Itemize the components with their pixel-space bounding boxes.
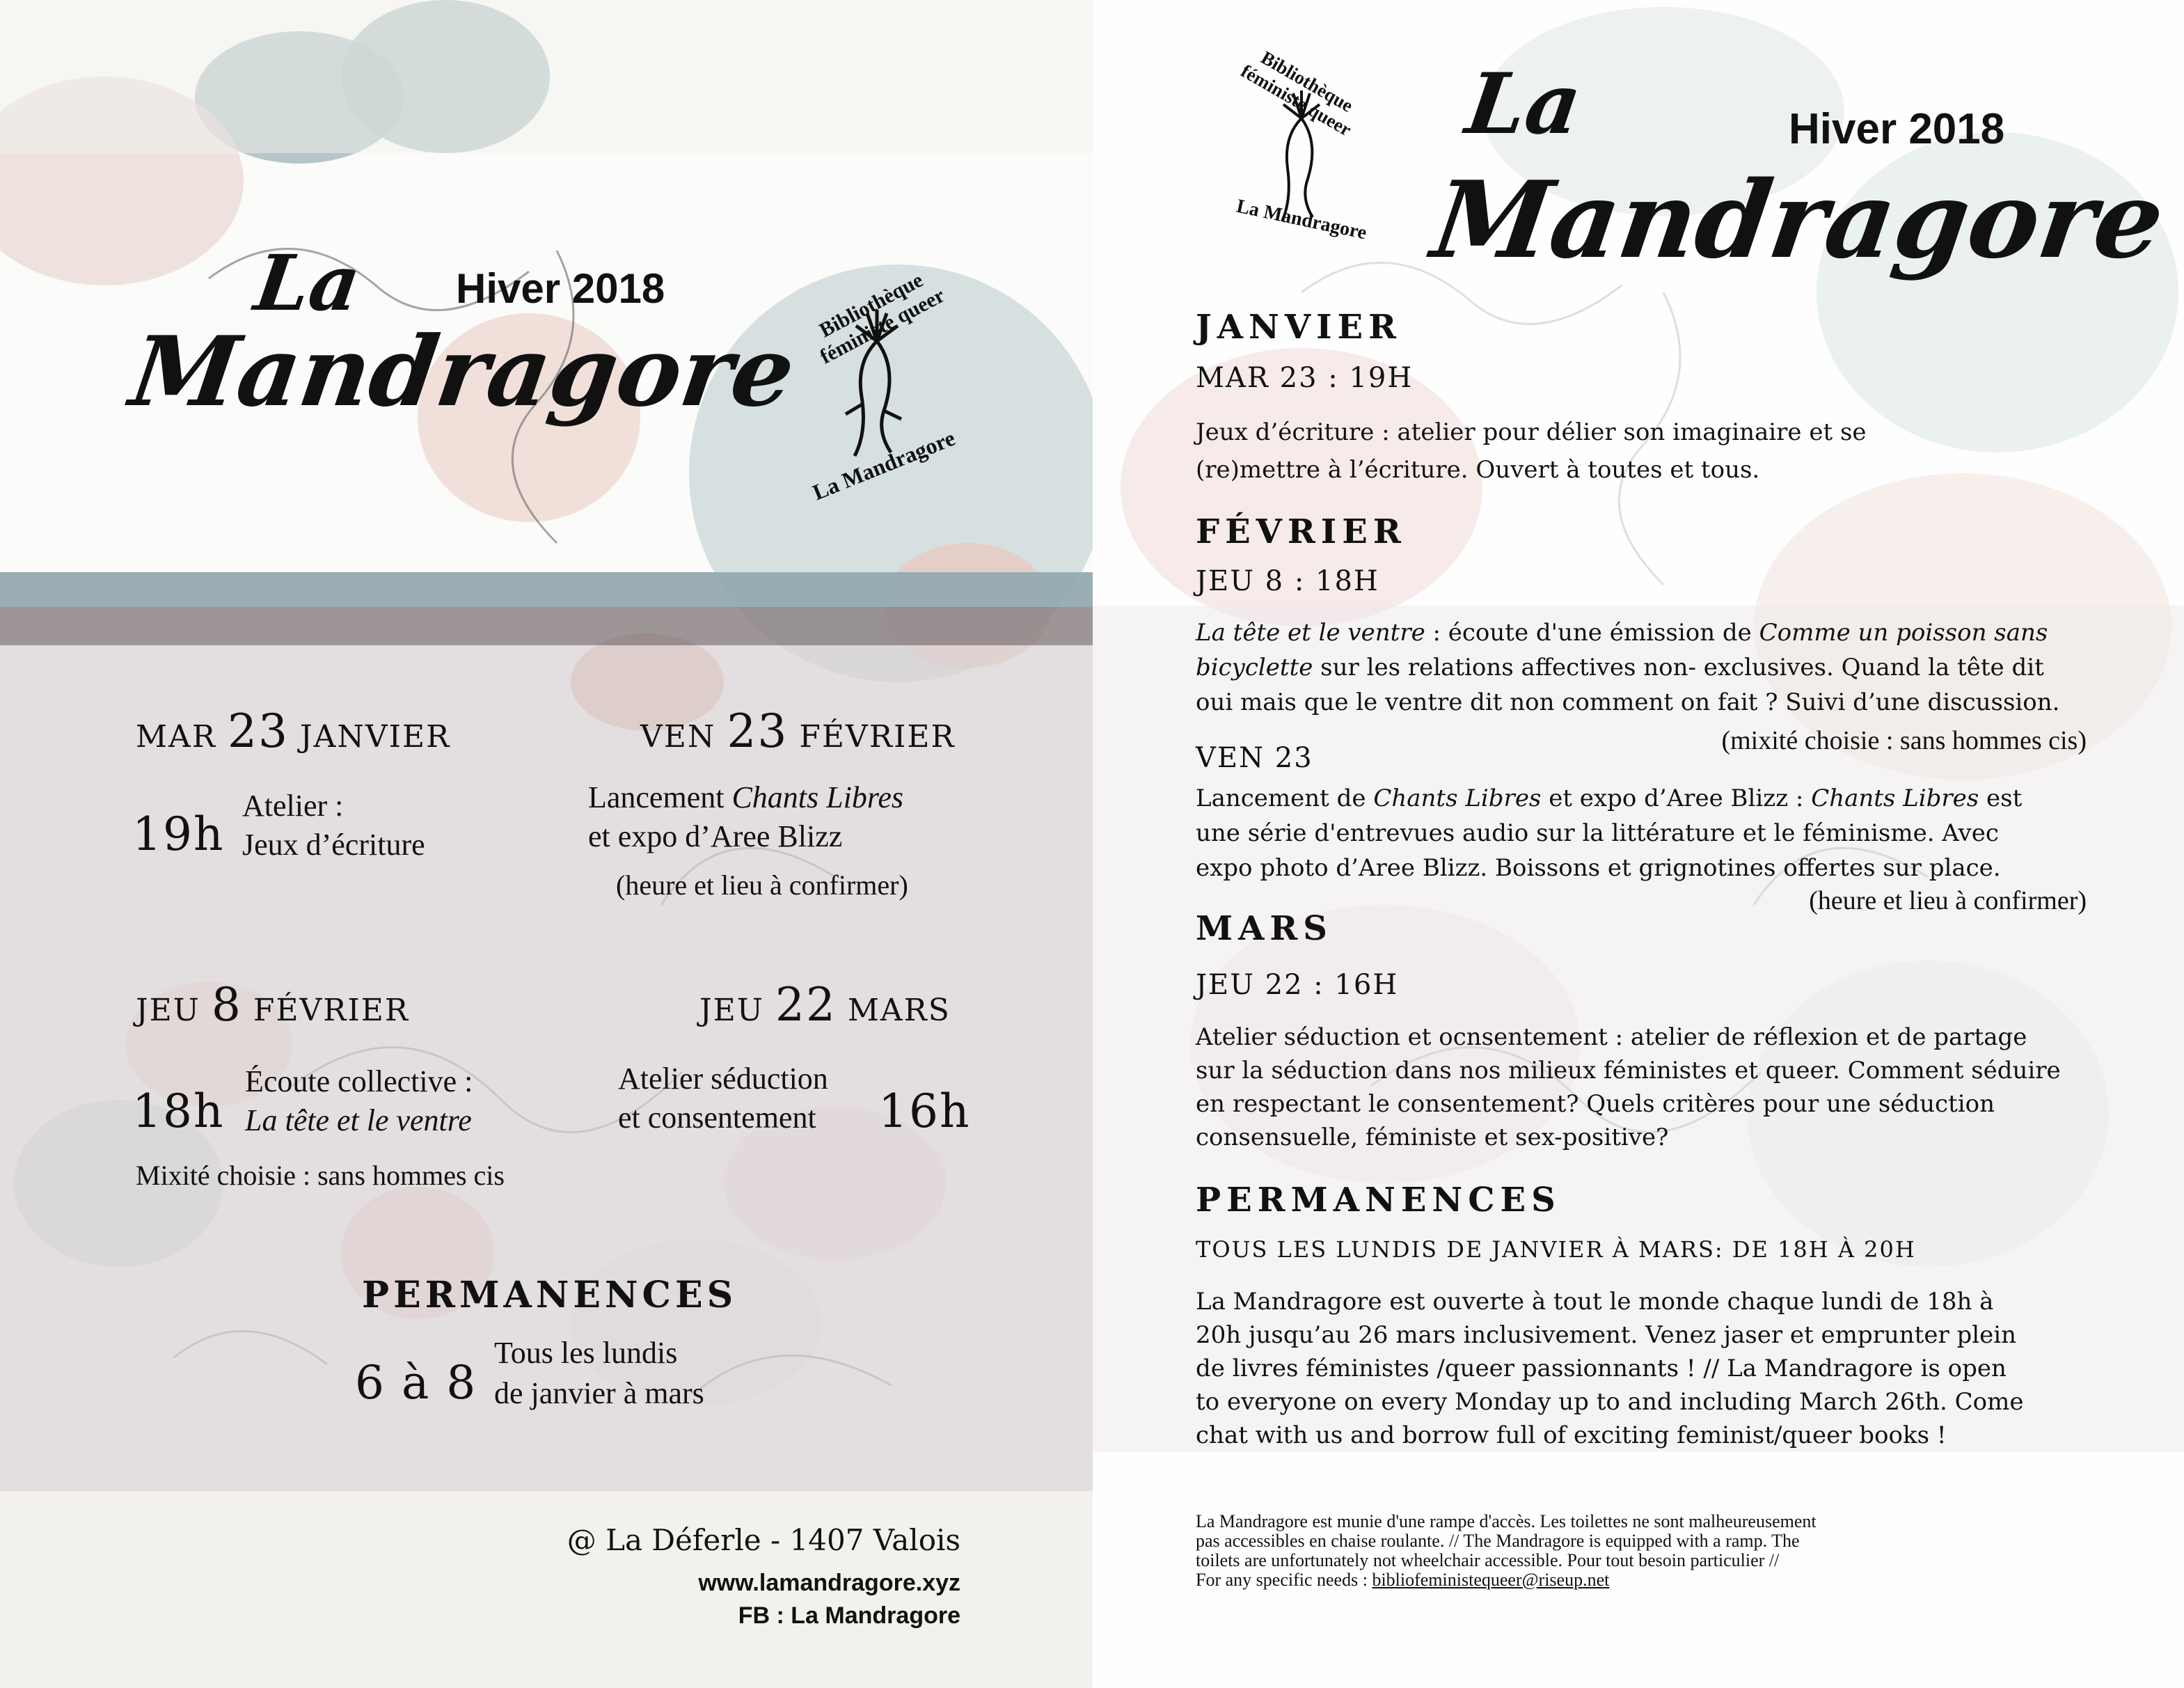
event-description xyxy=(245,1062,473,1140)
event-title: La tête et le ventre xyxy=(1196,619,1425,647)
event-description xyxy=(618,1059,828,1137)
text-span: et expo d’Aree Blizz : xyxy=(1541,784,1812,812)
flyer-title-la: La xyxy=(1460,55,1588,153)
event-date-feb23 xyxy=(640,704,956,758)
event-line: Atelier : xyxy=(242,789,344,823)
event-month: JANVIER xyxy=(299,719,451,755)
library-seal xyxy=(773,268,981,505)
event-line: et expo d’Aree Blizz xyxy=(588,819,843,853)
text-span: Lancement de xyxy=(1196,784,1374,812)
text-line: Atelier séduction et ocnsentement : atelier de réflexion et de partage xyxy=(1196,1023,2027,1051)
event-day: 22 xyxy=(775,978,837,1032)
text-line: La Mandragore est munie d'une rampe d'accès. Les toilettes ne sont malheureusement xyxy=(1196,1511,1817,1531)
seal-bottom-text: La Mandragore xyxy=(809,425,959,505)
event-day: 8 xyxy=(211,978,242,1032)
event-line: Atelier séduction xyxy=(618,1062,828,1096)
text-line: La Mandragore est ouverte à tout le monde chaque lundi de 18h à xyxy=(1196,1288,1994,1316)
flyer-title-mandragore: Mandragore xyxy=(1425,157,2171,282)
show-title: Comme un poisson sans xyxy=(1759,619,2048,647)
text-span: est xyxy=(1979,784,2023,812)
text-line: Jeux d’écriture : atelier pour délier son imaginaire et se xyxy=(1196,418,1867,446)
event-title: Chants Libres xyxy=(1373,784,1542,812)
event-line: et consentement xyxy=(618,1101,816,1135)
text-line: toilets are unfortunately not wheelchair accessible. Pour tout besoin particulier // xyxy=(1196,1550,1780,1570)
event-title: La tête et le ventre xyxy=(245,1103,472,1137)
event-description xyxy=(242,787,425,865)
event-dow: MAR xyxy=(136,719,216,755)
event-date: JEU 22 : 16H xyxy=(1196,969,1399,1001)
permanences-schedule: TOUS LES LUNDIS DE JANVIER À MARS: DE 18H À 20H xyxy=(1196,1236,1916,1263)
poster-title-mandragore: Mandragore xyxy=(124,315,802,428)
event-dow: VEN xyxy=(640,719,716,755)
permanences-line: de janvier à mars xyxy=(494,1376,704,1410)
event-month: MARS xyxy=(847,993,951,1028)
event-date: VEN 23 xyxy=(1196,742,1313,774)
text-line: chat with us and borrow full of exciting feminist/queer books ! xyxy=(1196,1421,1947,1449)
event-note: (heure et lieu à confirmer) xyxy=(616,869,908,901)
text-line: en respectant le consentement? Quels critères pour une séduction xyxy=(1196,1090,1995,1118)
event-day: 23 xyxy=(727,704,789,758)
seal-bottom-text: La Mandragore xyxy=(1234,195,1369,244)
event-month: FÉVRIER xyxy=(253,993,410,1028)
event-title: Chants Libres xyxy=(1811,784,1979,812)
month-heading-mars: MARS xyxy=(1196,909,1333,948)
event-time: 16h xyxy=(878,1084,971,1138)
event-date-jan23 xyxy=(136,704,450,758)
event-time: 19h xyxy=(132,807,225,861)
text-line: (re)mettre à l’écriture. Ouvert à toutes et tous. xyxy=(1196,456,1760,484)
text-line: sur la séduction dans nos milieux féministes et queer. Comment séduire xyxy=(1196,1057,2061,1084)
event-line: Lancement xyxy=(588,780,732,814)
venue-address: @ La Déferle - 1407 Valois xyxy=(567,1523,960,1557)
event-date-feb8 xyxy=(136,978,409,1032)
event-dow: JEU xyxy=(699,993,764,1028)
permanences-heading: PERMANENCES xyxy=(362,1274,738,1316)
event-text xyxy=(1196,413,1867,489)
accessibility-note xyxy=(1196,1512,1817,1590)
permanences-hours: 6 à 8 xyxy=(355,1356,477,1410)
permanences-line: Tous les lundis xyxy=(494,1336,678,1370)
poster-title-la: La xyxy=(249,238,366,328)
event-line: Écoute collective : xyxy=(245,1064,473,1098)
event-text xyxy=(1196,781,2022,885)
permanences-text xyxy=(1196,1285,2024,1452)
event-title: Chants Libres xyxy=(731,780,903,814)
season-label: Hiver 2018 xyxy=(456,265,665,312)
text-line: to everyone on every Monday up to and including March 26th. Come xyxy=(1196,1388,2024,1416)
text-line: de livres féministes /queer passionnants ! // La Mandragore is open xyxy=(1196,1355,2007,1382)
facebook-link[interactable]: FB : La Mandragore xyxy=(738,1602,960,1629)
event-date-mar22 xyxy=(699,978,951,1032)
text-line: 20h jusqu’au 26 mars inclusivement. Venez jaser et emprunter plein xyxy=(1196,1321,2017,1349)
contact-email-link[interactable]: bibliofeministequeer@riseup.net xyxy=(1372,1570,1610,1590)
text-line: oui mais que le ventre dit non comment on fait ? Suivi d’une discussion. xyxy=(1196,688,2060,716)
text-line: une série d'entrevues audio sur la littérature et le féminisme. Avec xyxy=(1196,819,1999,847)
event-month: FÉVRIER xyxy=(799,719,956,755)
event-description xyxy=(588,778,903,856)
text-span: sur les relations affectives non- exclusives. Quand la tête dit xyxy=(1313,654,2044,681)
event-line: Jeux d’écriture xyxy=(242,828,425,862)
text-span: For any specific needs : xyxy=(1196,1570,1372,1590)
event-day: 23 xyxy=(227,704,289,758)
seal-top-text: Bibliothèque féministe queer xyxy=(1237,47,1357,141)
month-heading-fevrier: FÉVRIER xyxy=(1196,512,1407,551)
event-text xyxy=(1196,1020,2061,1154)
show-title: bicyclette xyxy=(1196,654,1313,681)
event-text xyxy=(1196,615,2059,720)
text-span: : écoute d'une émission de xyxy=(1425,619,1759,647)
event-date: JEU 8 : 18H xyxy=(1196,565,1379,597)
seal-top-text: Bibliothèque féministe queer xyxy=(815,268,949,369)
text-line: consensuelle, féministe et sex-positive? xyxy=(1196,1123,1669,1151)
library-seal xyxy=(1208,47,1395,251)
event-dow: JEU xyxy=(136,993,200,1028)
permanences-heading: PERMANENCES xyxy=(1196,1181,1561,1220)
event-date: MAR 23 : 19H xyxy=(1196,362,1414,394)
flyer-page xyxy=(1093,0,2184,1688)
event-note: (mixité choisie : sans hommes cis) xyxy=(1721,726,2087,755)
season-label: Hiver 2018 xyxy=(1789,105,2005,153)
text-line: pas accessibles en chaise roulante. // The Mandragore is equipped with a ramp. The xyxy=(1196,1531,1800,1551)
event-note: Mixité choisie : sans hommes cis xyxy=(136,1160,505,1191)
text-line: expo photo d’Aree Blizz. Boissons et grignotines offertes sur place. xyxy=(1196,854,2001,882)
event-time: 18h xyxy=(132,1084,225,1138)
permanences-description xyxy=(494,1333,704,1414)
website-link[interactable]: www.lamandragore.xyz xyxy=(698,1570,960,1596)
month-heading-janvier: JANVIER xyxy=(1196,308,1402,347)
event-note: (heure et lieu à confirmer) xyxy=(1809,886,2087,915)
